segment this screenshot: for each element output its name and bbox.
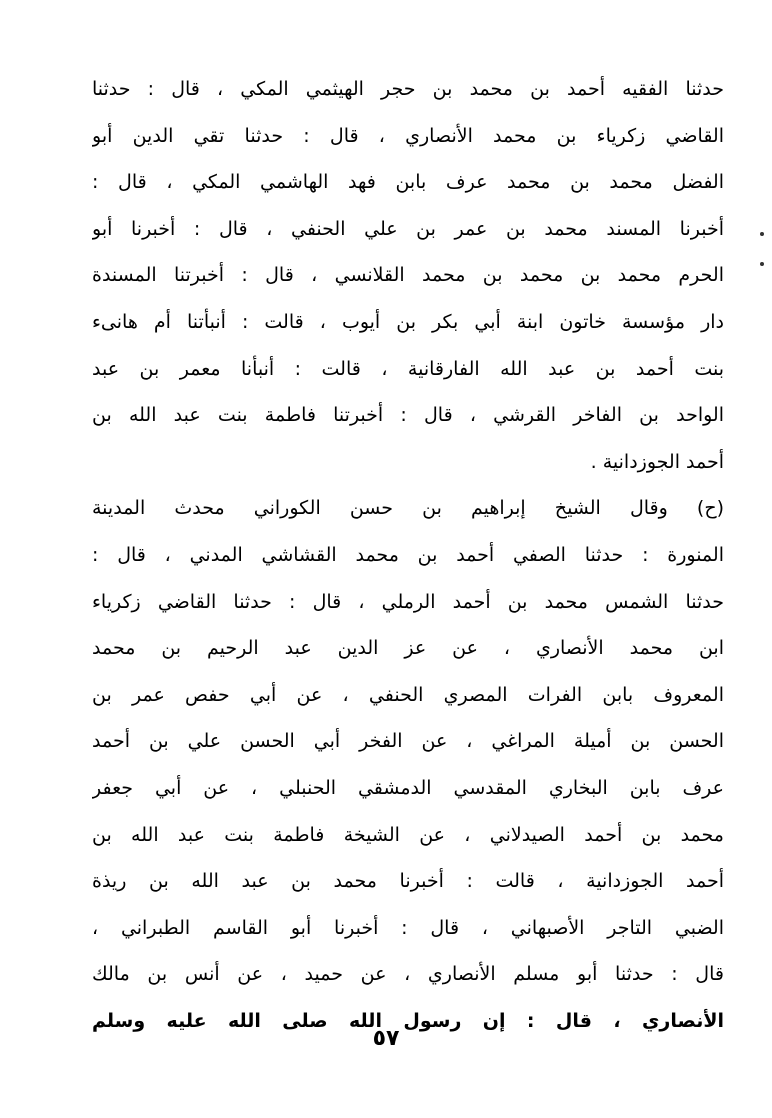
scan-speck <box>760 262 764 266</box>
text-line: الفضل محمد بن محمد عرف بابن فهد الهاشمي المكي ، قال : <box>92 171 724 194</box>
text-line: (ح) وقال الشيخ إبراهيم بن حسن الكوراني محدث المدينة <box>92 497 724 520</box>
text-line: المنورة : حدثنا الصفي أحمد بن محمد القشاشي المدني ، قال : <box>92 543 724 566</box>
scan-speck <box>760 232 764 236</box>
text-line: دار مؤسسة خاتون ابنة أبي بكر بن أيوب ، قالت : أنبأتنا أم هانىء <box>92 310 724 333</box>
page-body-text <box>92 66 724 1044</box>
text-line: الحسن بن أميلة المراغي ، عن الفخر أبي الحسن علي بن أحمد <box>92 730 724 753</box>
text-line: أخبرنا المسند محمد بن عمر بن علي الحنفي ، قال : أخبرنا أبو <box>92 217 724 240</box>
text-line: الضبي التاجر الأصبهاني ، قال : أخبرنا أبو القاسم الطبراني ، <box>92 916 724 939</box>
text-line: المعروف بابن الفرات المصري الحنفي ، عن أبي حفص عمر بن <box>92 683 724 706</box>
text-line: حدثنا الشمس محمد بن أحمد الرملي ، قال : حدثنا القاضي زكرياء <box>92 590 724 613</box>
text-line: قال : حدثنا أبو مسلم الأنصاري ، عن حميد ، عن أنس بن مالك <box>92 963 724 986</box>
text-line: الحرم محمد بن محمد بن محمد القلانسي ، قال : أخبرتنا المسندة <box>92 264 724 287</box>
text-line: الأنصاري ، قال : إن رسول الله صلى الله عليه وسلم <box>92 1009 724 1032</box>
text-line: محمد بن أحمد الصيدلاني ، عن الشيخة فاطمة بنت عبد الله بن <box>92 823 724 846</box>
page-number: ٥٧ <box>372 1026 400 1051</box>
text-line: عرف بابن البخاري المقدسي الدمشقي الحنبلي ، عن أبي جعفر <box>92 776 724 799</box>
text-line: أحمد الجوزدانية . <box>590 450 724 473</box>
text-line: بنت أحمد بن عبد الله الفارقانية ، قالت : أنبأنا معمر بن عبد <box>92 357 724 380</box>
text-line: أحمد الجوزدانية ، قالت : أخبرنا محمد بن عبد الله بن ريذة <box>92 870 724 893</box>
text-line: الواحد بن الفاخر القرشي ، قال : أخبرتنا فاطمة بنت عبد الله بن <box>92 404 724 427</box>
text-line: القاضي زكرياء بن محمد الأنصاري ، قال : حدثنا تقي الدين أبو <box>92 124 724 147</box>
text-line: ابن محمد الأنصاري ، عن عز الدين عبد الرحيم بن محمد <box>92 637 724 660</box>
text-line: حدثنا الفقيه أحمد بن محمد بن حجر الهيثمي المكي ، قال : حدثنا <box>92 78 724 100</box>
